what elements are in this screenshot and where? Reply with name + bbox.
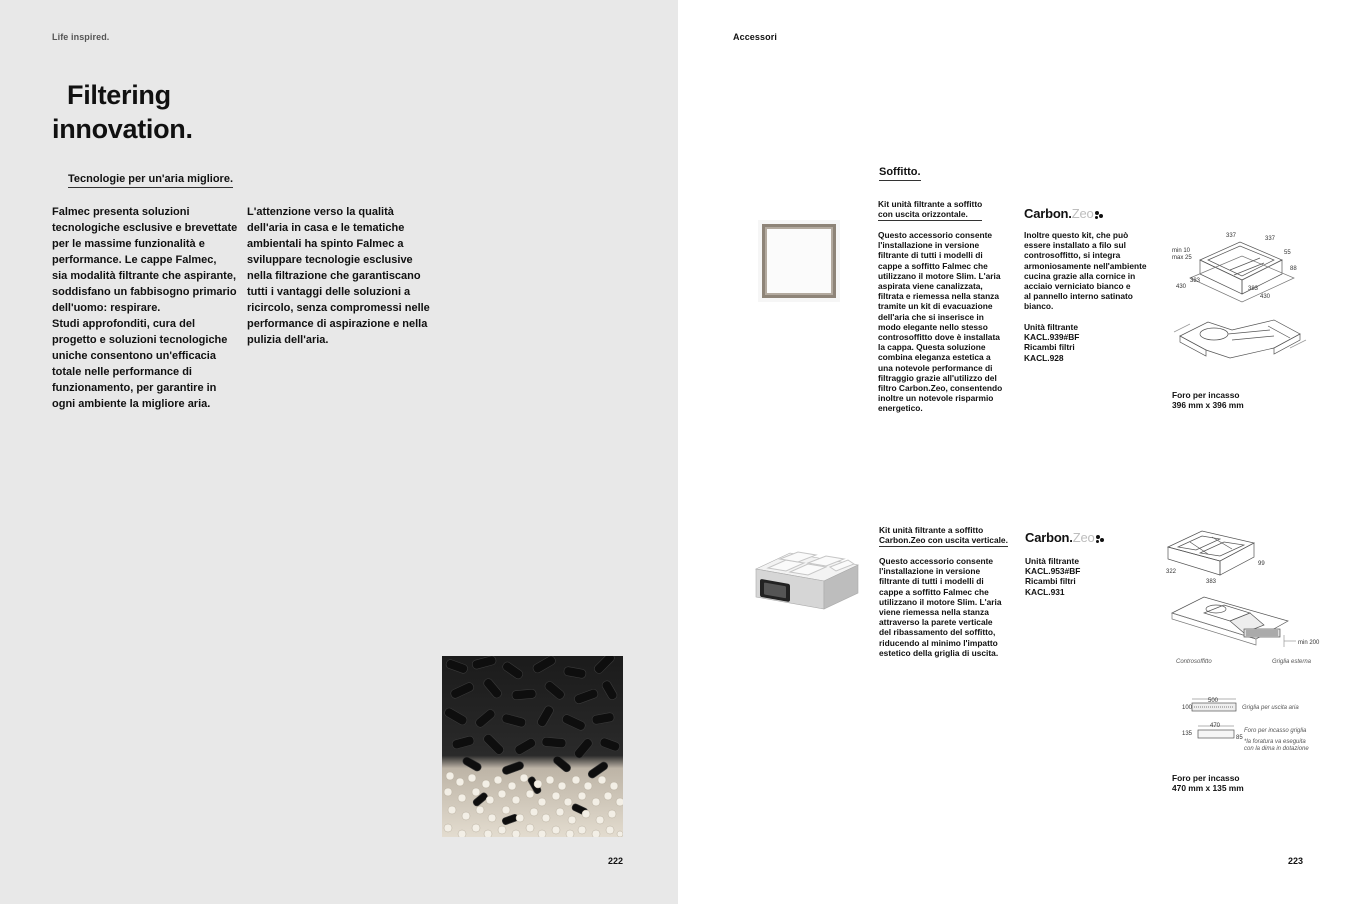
p2-label-ceiling: Controsoffitto <box>1176 659 1212 665</box>
product2-technical-drawing <box>1164 525 1324 765</box>
p2-dim-1: 322 <box>1166 569 1177 575</box>
product2-recess: Foro per incasso 470 mm x 135 mm <box>1172 773 1244 794</box>
running-header: Accessori <box>733 32 777 42</box>
p2-dim-2: 383 <box>1206 579 1217 585</box>
p2-dim-6: 100 <box>1182 705 1193 711</box>
product1-image <box>758 220 840 302</box>
p1-dim-5: 88 <box>1290 266 1297 272</box>
page-title-line1: Filtering <box>67 80 171 110</box>
p1-dim-9: 430 <box>1260 294 1271 300</box>
brand-dots-icon <box>1095 535 1105 543</box>
product1-recess: Foro per incasso 396 mm x 396 mm <box>1172 390 1244 411</box>
p2-dim-9: 85 <box>1236 735 1243 741</box>
p1-dim-2: 337 <box>1265 236 1276 242</box>
p2-label-note: *la foratura va eseguita con la dima in dotazione <box>1244 739 1309 752</box>
body-column-1: Falmec presenta soluzioni tecnologiche esclusive e brevettate per le massime funzionalità e performance. Le cappe Falmec, sia modalità filtrante che aspirante, soddisfano un fabbisogno primario dell'uomo: respirare. Studi approfonditi, cura del progetto e soluzioni tecnologiche uniche consentono un'efficacia totale nelle performance di funzionamento, per garantire in ogni ambiente la migliore aria. <box>52 206 238 410</box>
p1-dim-4: 55 <box>1284 250 1291 256</box>
subtitle: Tecnologie per un'aria migliore. <box>68 173 233 188</box>
product1-codes: Unità filtrante KACL.939#BF Ricambi filtri KACL.928 <box>1024 322 1080 363</box>
p2-dim-5: 500 <box>1208 698 1219 704</box>
product2-heading: Kit unità filtrante a soffitto Carbon.Zeo con uscita verticale. <box>879 525 1008 547</box>
section-title: Soffitto. <box>879 166 921 181</box>
brand-dots-icon <box>1094 211 1104 219</box>
product2-codes: Unità filtrante KACL.953#BF Ricambi filtri KACL.931 <box>1025 556 1081 597</box>
page-title-line2: innovation. <box>52 114 193 144</box>
brand-main: Carbon. <box>1024 206 1072 221</box>
p2-label-grille-out: Griglia per uscita aria <box>1242 705 1299 711</box>
page-number-left: 222 <box>608 856 624 866</box>
p1-dim-3: min 10 max 25 <box>1172 248 1192 261</box>
product1-technical-drawing <box>1170 230 1320 380</box>
product1-heading: Kit unità filtrante a soffitto con uscita orizzontale. <box>878 199 982 221</box>
product2-brand-logo <box>1025 530 1105 545</box>
carbon-pellets-photo <box>442 656 623 837</box>
product2-image <box>750 545 860 625</box>
p1-dim-7: 430 <box>1176 284 1187 290</box>
product1-details: Inoltre questo kit, che può essere installato a filo sul controsoffitto, si integra armoniosamente nell'ambiente cucina grazie alla cornice in acciaio verniciato bianco e al pannello interno satinato bianco. <box>1024 230 1147 312</box>
p2-dim-7: 470 <box>1210 723 1221 729</box>
brand-accent: Zeo <box>1071 206 1094 221</box>
page-number-right: 223 <box>1288 856 1304 866</box>
running-header: Life inspired. <box>52 32 110 42</box>
p2-dim-4: min 200 <box>1298 640 1320 646</box>
brand-main: Carbon. <box>1025 530 1073 545</box>
product1-brand-logo <box>1024 206 1104 221</box>
p1-dim-1: 337 <box>1226 233 1237 239</box>
product1-description: Questo accessorio consente l'installazione in versione filtrante di tutti i modelli di cappe a soffitto Falmec che utilizzano il motore Slim. L'aria aspirata viene canalizzata, filtrata e riemessa nella stanza tramite un kit di evacuazione dell'aria che si inserisce in modo elegante nello stesso controsoffitto dove è installata la cappa. Questa soluzione combina eleganza estetica a una notevole performance di filtraggio grazie all'utilizzo del filtro Carbon.Zeo, consentendo inoltre un notevole risparmio energetico. <box>878 230 1003 414</box>
p2-label-hole: Foro per incasso griglia <box>1244 728 1307 734</box>
p1-dim-6: 383 <box>1190 278 1201 284</box>
p2-dim-8: 135 <box>1182 731 1193 737</box>
body-column-2: L'attenzione verso la qualità dell'aria in casa e le tematiche ambientali ha spinto Falmec a sviluppare tecnologie esclusive nella filtrazione che garantiscano tutti i vantaggi delle soluzioni a ricircolo, senza compromessi nelle performance di aspirazione e nella pulizia dell'aria. <box>247 206 430 346</box>
brand-accent: Zeo <box>1072 530 1095 545</box>
right-page <box>678 0 1356 904</box>
p1-dim-8: 383 <box>1248 286 1259 292</box>
p2-label-grille: Griglia esterna <box>1272 659 1312 665</box>
product2-description: Questo accessorio consente l'installazione in versione filtrante di tutti i modelli di cappe a soffitto Falmec che utilizzano il motore Slim. L'aria viene riemessa nella stanza attraverso la parete verticale del ribassamento del soffitto, riducendo al minimo l'impatto estetico della griglia di uscita. <box>879 556 1002 658</box>
p2-dim-3: 99 <box>1258 561 1265 567</box>
